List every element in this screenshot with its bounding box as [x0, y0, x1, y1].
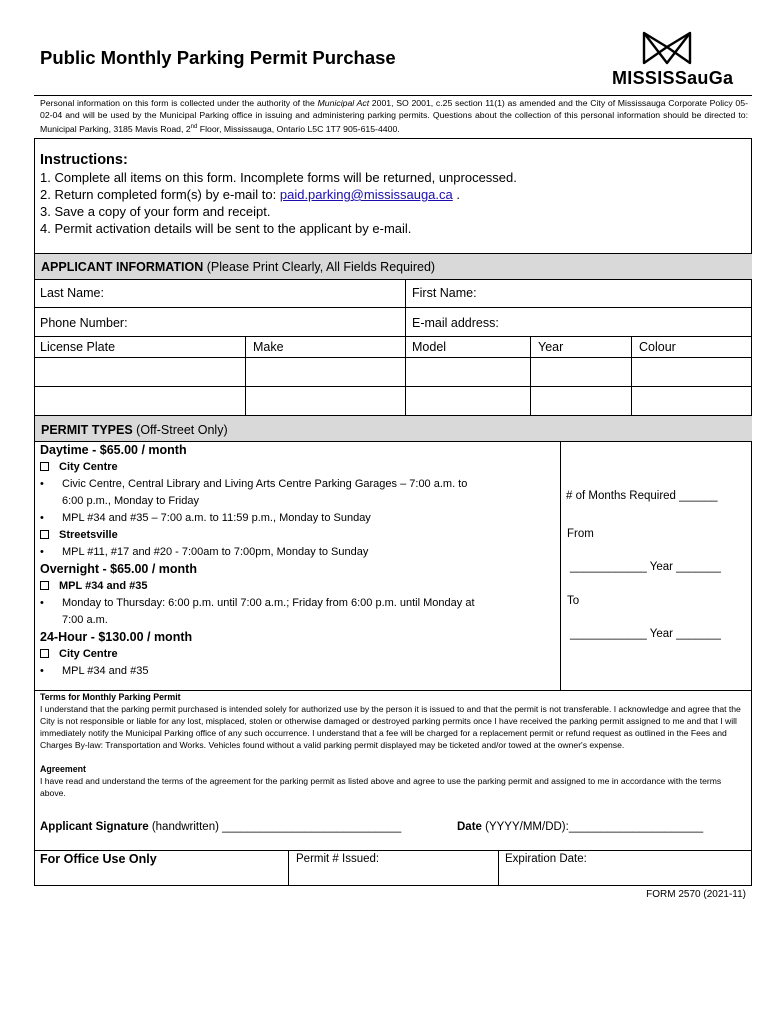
list-item: • MPL #34 and #35 – 7:00 a.m. to 11:59 p.m., Monday to Sunday — [40, 512, 371, 524]
instruction-item: 1. Complete all items on this form. Incomplete forms will be returned, unprocessed. — [40, 170, 517, 185]
license-plate-header: License Plate — [40, 340, 116, 354]
checkbox[interactable] — [40, 462, 49, 471]
checkbox[interactable] — [40, 649, 49, 658]
email-label: E-mail address: — [412, 316, 499, 330]
city-centre-option[interactable]: City Centre — [40, 459, 475, 476]
from-label: From — [567, 528, 594, 540]
permit-list — [40, 442, 475, 680]
instruction-item: 4. Permit activation details will be sent to the applicant by e-mail. — [40, 221, 412, 236]
to-year-field[interactable]: ____________ Year _______ — [570, 628, 721, 640]
from-year-field[interactable]: ____________ Year _______ — [570, 561, 721, 573]
last-name-label: Last Name: — [40, 286, 104, 300]
city-centre-24h-option[interactable]: City Centre — [40, 646, 475, 663]
butterfly-logo-icon — [608, 30, 728, 70]
colour-header: Colour — [639, 340, 676, 354]
make-header: Make — [253, 340, 284, 354]
overnight-heading: Overnight - $65.00 / month — [40, 562, 197, 576]
logo-wordmark: MISSISSauGa — [612, 68, 734, 88]
permit-section-header: PERMIT TYPES (Off-Street Only) — [35, 415, 752, 442]
months-required-field[interactable]: # of Months Required ______ — [566, 490, 718, 502]
list-item: • Monday to Thursday: 6:00 p.m. until 7:00 a.m.; Friday from 6:00 p.m. until Monday at — [40, 597, 475, 609]
instructions-heading: Instructions: — [40, 152, 128, 168]
email-link[interactable]: paid.parking@mississauga.ca — [279, 187, 453, 202]
year-header: Year — [538, 340, 564, 354]
instruction-item: 2. Return completed form(s) by e-mail to: paid.parking@mississauga.ca . — [40, 187, 460, 202]
agreement-body: I have read and understand the terms of the agreement for the parking permit as listed above and agree to use the parking permit and assigned to me in accordance with the terms above. — [40, 776, 722, 798]
list-item: • Civic Centre, Central Library and Living Arts Centre Parking Garages – 7:00 a.m. to — [40, 478, 468, 490]
first-name-label: First Name: — [412, 286, 477, 300]
form-number: FORM 2570 (2021-11) — [646, 889, 746, 900]
list-item: 6:00 p.m., Monday to Friday — [62, 495, 199, 507]
signature-field[interactable]: Applicant Signature (handwritten) ____________________________ — [40, 821, 402, 833]
expiration-date-label: Expiration Date: — [505, 853, 587, 865]
daytime-heading: Daytime - $65.00 / month — [40, 443, 187, 457]
model-header: Model — [412, 340, 447, 354]
applicant-section-header: APPLICANT INFORMATION (Please Print Clearly, All Fields Required) — [35, 253, 752, 280]
date-field[interactable]: Date (YYYY/MM/DD):_____________________ — [457, 821, 704, 833]
list-item: 7:00 a.m. — [62, 614, 108, 626]
terms-section — [40, 691, 748, 799]
permit-issued-label: Permit # Issued: — [296, 853, 380, 865]
checkbox[interactable] — [40, 530, 49, 539]
phone-label: Phone Number: — [40, 316, 128, 330]
list-item: • MPL #34 and #35 — [40, 665, 149, 677]
page-title: Public Monthly Parking Permit Purchase — [40, 47, 396, 68]
mississauga-logo — [608, 30, 734, 90]
header-divider — [34, 95, 752, 96]
checkbox[interactable] — [40, 581, 49, 590]
office-use-heading: For Office Use Only — [40, 852, 157, 866]
24-hour-heading: 24-Hour - $130.00 / month — [40, 630, 193, 644]
terms-body: I understand that the parking permit purchased is intended solely for authorized use by the person it is issued to and that the permit is not transferable. I acknowledge and agree that the City is not responsible or liable for any lost, misplaced, stolen or otherwise damaged or destroyed parking permits once I have received the parking permit assigned to me and that I will immediately notify the Municipal Parking office of any such occurrence. I understand that a fee will be charged for a replacement permit or refund request as outlined in the Fees and Charges By-law: Transportation and Works. Vehicles found without a valid parking permit displayed may be ticketed and/or towed at the owner's expense. — [40, 704, 741, 750]
to-label: To — [567, 595, 580, 607]
terms-heading: Terms for Monthly Parking Permit — [40, 692, 181, 702]
instruction-item: 3. Save a copy of your form and receipt. — [40, 204, 271, 219]
streetsville-option[interactable]: Streetsville — [40, 527, 475, 544]
list-item: • MPL #11, #17 and #20 - 7:00am to 7:00pm, Monday to Sunday — [40, 546, 369, 558]
agreement-heading: Agreement — [40, 764, 86, 774]
privacy-notice: Personal information on this form is collected under the authority of the Municipal Act 2001, SO 2001, c.25 section 11(1) as amended and the City of Mississauga Corporate Policy 05-02-04 and will be used by the Municipal Parking office in issuing and administering parking permits. Questions about the collection of this personal information should be directed to: Municipal Parking, 3185 Mavis Road, 2nd Floor, Mississauga, Ontario L5C 1T7 905-615-4400. — [40, 98, 748, 135]
instructions — [40, 152, 517, 237]
mpl-34-35-option[interactable]: MPL #34 and #35 — [40, 578, 475, 595]
